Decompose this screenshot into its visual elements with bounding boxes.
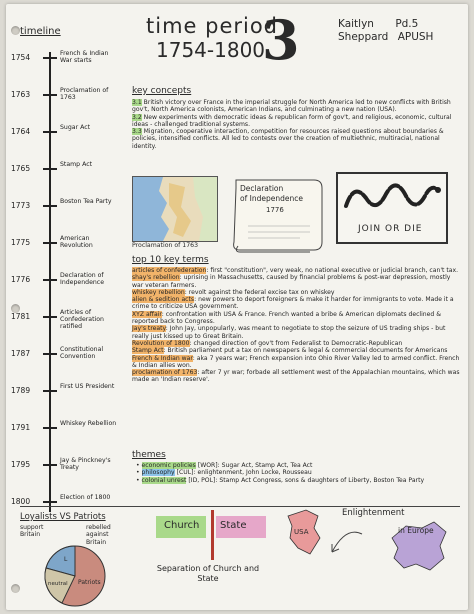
- notes-page: [6, 4, 468, 610]
- timeline-title: timeline: [20, 26, 61, 37]
- timeline-year: 1765: [11, 164, 31, 173]
- state-label: State: [220, 520, 247, 531]
- author-period: Pd.5: [395, 18, 419, 30]
- loyalty-pie-chart: [40, 544, 110, 608]
- timeline-year: 1791: [11, 423, 31, 432]
- theme-tag: [ID, POL]: [188, 476, 216, 484]
- key-term: Revolution of 1800: [132, 339, 190, 347]
- declaration-year: 1776: [266, 206, 284, 214]
- church-label: Church: [164, 520, 200, 531]
- theme-tag: [CUL]: [176, 469, 194, 477]
- declaration-drawing: [230, 176, 326, 254]
- concept-text: New experiments with democratic ideas & republican form of gov't, and religious, economic, cultural ideas - challenged traditional systems.: [132, 113, 452, 128]
- concept-text: Migration, cooperative interaction, competition for resources raised questions about boundaries & policies, intensified conflicts. All led to contests over the creation of multiethnic, multiracial, national identity.: [132, 128, 444, 150]
- key-term-definition: : British parliament put a tax on newspapers & legal & commercial documents for Americans: [163, 347, 448, 355]
- key-term-item: [132, 267, 462, 274]
- arrow-icon: [326, 524, 366, 564]
- key-term: Jay's treaty: [132, 325, 166, 333]
- patriots-note: rebelled against Britain: [86, 524, 111, 546]
- timeline-year: 1787: [11, 349, 31, 358]
- snake-icon: [340, 176, 444, 222]
- concept-item: [132, 128, 460, 150]
- binder-hole: [11, 584, 20, 593]
- key-term-definition: : first "constitution", very weak, no national executive or judicial branch, can't tax.: [206, 267, 459, 274]
- pie-label-neutral: neutral: [48, 581, 68, 587]
- key-terms-list: [132, 267, 462, 384]
- key-term-definition: : new powers to deport foreigners & make it harder for immigrants to vote. Made it a crime to criticize USA government.: [132, 296, 454, 311]
- timeline-tick: [43, 57, 57, 59]
- key-term-definition: : after 7 yr war; forbade all settlement west of the Appalachian mountains, which was made an 'Indian reserve'.: [132, 369, 460, 384]
- in-europe-label: in Europe: [398, 526, 434, 535]
- key-term-definition: : aka 7 years war; French expansion into Ohio River Valley led to armed conflict. French & Indian allies won.: [132, 354, 460, 369]
- colonies-map-drawing: [132, 176, 218, 242]
- binder-hole: [11, 26, 20, 35]
- key-term-definition: : confrontation with USA & France. French wanted a bribe & American diplomats declined & reported back to Congress.: [132, 310, 441, 326]
- theme-text: : Sugar Act, Stamp Act, Tea Act: [217, 462, 313, 469]
- timeline-tick: [43, 464, 57, 466]
- key-term: shay's rebellion: [132, 274, 180, 282]
- author-block: [338, 18, 433, 44]
- key-term: French & Indian war: [132, 354, 193, 362]
- key-term-item: [132, 340, 462, 347]
- timeline-year: 1764: [11, 127, 31, 136]
- timeline-tick: [43, 242, 57, 244]
- timeline-event: Boston Tea Party: [60, 198, 112, 205]
- timeline-event: First US President: [60, 383, 115, 390]
- key-term: XYZ affair: [132, 310, 162, 318]
- author-first: Kaitlyn: [338, 18, 374, 30]
- key-term: Stamp Act: [132, 347, 164, 355]
- period-number: 3: [262, 8, 300, 72]
- timeline-tick: [43, 427, 57, 429]
- timeline-year: 1763: [11, 90, 31, 99]
- timeline-year: 1789: [11, 386, 31, 395]
- separation-wall: [211, 510, 214, 560]
- concept-number: 3.1: [132, 99, 142, 106]
- timeline-tick: [43, 131, 57, 133]
- loyalists-heading: Loyalists VS Patriots: [20, 512, 106, 522]
- timeline-tick: [43, 168, 57, 170]
- themes-list: [136, 462, 456, 484]
- declaration-title-1: Declaration: [240, 184, 284, 193]
- theme-item: • economic policies [WOR]: Sugar Act, Stamp Act, Tea Act: [136, 462, 313, 469]
- timeline-tick: [43, 205, 57, 207]
- concept-number: 3.2: [132, 113, 142, 121]
- timeline-event: Declaration of Independence: [60, 272, 105, 286]
- snake-caption: JOIN OR DIE: [358, 224, 423, 234]
- theme-tag: [WOR]: [197, 462, 218, 469]
- join-or-die-drawing: [336, 172, 448, 244]
- timeline-year: 1800: [11, 497, 31, 506]
- theme-item: • colonial unrest [ID, POL]: Stamp Act Congress, sons & daughters of Liberty, Boston Tea Party: [136, 476, 425, 484]
- key-concepts-list: [132, 99, 460, 150]
- key-term-definition: : revolt against the federal excise tax on whiskey: [184, 288, 335, 296]
- key-term-item: [132, 369, 462, 384]
- key-term-item: [132, 347, 462, 354]
- key-concepts-heading: key concepts: [132, 86, 192, 96]
- page-years: 1754-1800: [156, 38, 266, 62]
- key-term: articles of confederation: [132, 267, 207, 274]
- key-term-definition: : uprising in Massachusetts, caused by financial problems & post-war depression, mostly war veteran farmers.: [132, 274, 451, 289]
- separation-caption: Separation of Church and State: [156, 564, 260, 583]
- theme-item: • philosophy [CUL]: enlightenment, John Locke, Rousseau: [136, 469, 312, 477]
- timeline-year: 1776: [11, 275, 31, 284]
- key-term: whiskey rebellion: [132, 288, 185, 296]
- enlightenment-label: Enlightenment: [342, 508, 405, 518]
- timeline-event: Stamp Act: [60, 161, 93, 168]
- timeline-year: 1775: [11, 238, 31, 247]
- timeline-tick: [43, 316, 57, 318]
- timeline-year: 1754: [11, 53, 31, 62]
- key-term-item: [132, 355, 462, 370]
- declaration-title-2: of Independence: [240, 194, 303, 203]
- concept-item: [132, 99, 460, 114]
- timeline-tick: [43, 94, 57, 96]
- timeline-event: Election of 1800: [60, 494, 111, 501]
- key-term-item: [132, 289, 462, 296]
- timeline-tick: [43, 353, 57, 355]
- timeline-event: Jay & Pinckney's Treaty: [60, 457, 111, 471]
- page-title: time period: [146, 14, 279, 38]
- course-name: APUSH: [397, 31, 434, 43]
- timeline-axis: [49, 52, 51, 512]
- theme-term: colonial unrest: [141, 476, 187, 484]
- pie-label-patriots: Patriots: [78, 579, 101, 586]
- key-term-item: [132, 296, 462, 311]
- section-divider: [20, 506, 460, 507]
- timeline-event: Proclamation of 1763: [60, 87, 109, 101]
- theme-term: philosophy: [141, 469, 175, 477]
- key-term: proclamation of 1763: [132, 369, 198, 377]
- pie-label-loyalists: L: [64, 556, 68, 563]
- key-term: alien & sedition acts: [132, 296, 195, 304]
- timeline-event: Articles of Confederation ratified: [60, 309, 104, 330]
- concept-text: British victory over France in the imperial struggle for North America led to new conflicts with British gov't, North America colonists, American Indians, and culminating a new nation (USA).: [132, 99, 451, 114]
- theme-term: economic policies: [141, 462, 196, 469]
- key-term-item: [132, 311, 462, 326]
- key-term-definition: : changed direction of gov't from Federalist to Democratic-Republican: [189, 339, 403, 347]
- timeline-event: Whiskey Rebellion: [60, 420, 117, 427]
- themes-heading: themes: [132, 450, 166, 460]
- timeline-year: 1781: [11, 312, 31, 321]
- key-term-item: [132, 325, 462, 340]
- timeline-tick: [43, 279, 57, 281]
- usa-label: USA: [294, 528, 309, 536]
- timeline-event: Constitutional Convention: [60, 346, 104, 360]
- timeline-event: American Revolution: [60, 235, 93, 249]
- timeline-year: 1795: [11, 460, 31, 469]
- loyalists-note: support Britain: [20, 524, 44, 539]
- concept-item: [132, 114, 460, 129]
- timeline-tick: [43, 390, 57, 392]
- key-terms-heading: top 10 key terms: [132, 255, 209, 265]
- timeline-event: Sugar Act: [60, 124, 91, 131]
- theme-text: : Stamp Act Congress, sons & daughters of Liberty, Boston Tea Party: [215, 476, 425, 484]
- key-term-definition: : John Jay, unpopularly, was meant to negotiate to stop the seizure of US trading ships - but really just kissed up to Great Britain.: [132, 325, 446, 340]
- timeline-tick: [43, 501, 57, 503]
- key-term-item: [132, 274, 462, 289]
- colonies-caption: Proclamation of 1763: [132, 242, 199, 249]
- theme-text: : enlightenment, John Locke, Rousseau: [193, 469, 312, 477]
- timeline-year: 1773: [11, 201, 31, 210]
- map-icon: [133, 177, 217, 241]
- concept-number: 3.3: [132, 128, 142, 136]
- author-last: Sheppard: [338, 31, 389, 43]
- timeline-event: French & Indian War starts: [60, 50, 109, 64]
